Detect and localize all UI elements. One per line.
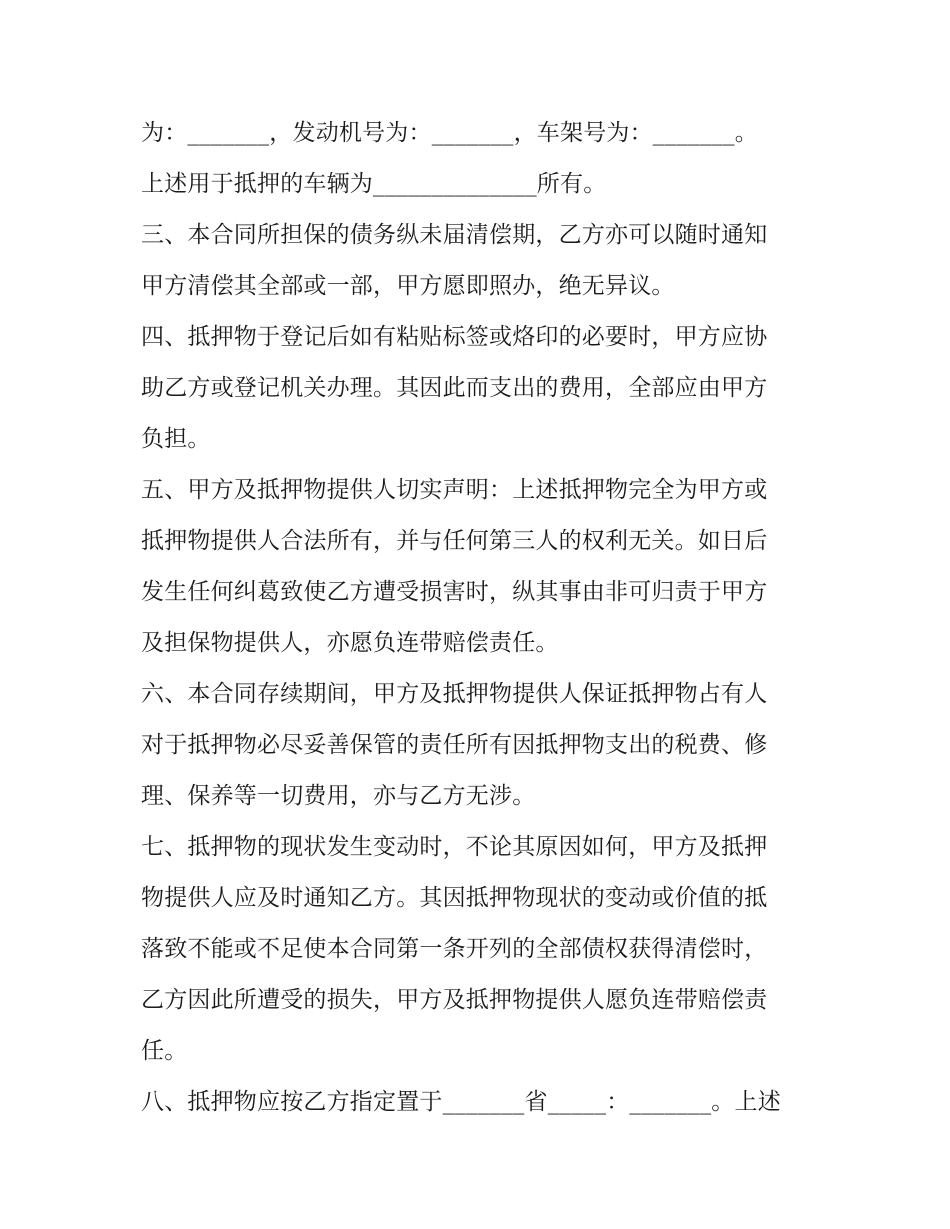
text-line: 抵押物提供人合法所有，并与任何第三人的权利无关。如日后	[141, 528, 768, 554]
text-line: 五、甲方及抵押物提供人切实声明：上述抵押物完全为甲方或	[141, 477, 768, 503]
text-line: 发生任何纠葛致使乙方遭受损害时，纵其事由非可归责于甲方	[141, 579, 768, 605]
text-line: 物提供人应及时通知乙方。其因抵押物现状的变动或价值的抵	[141, 885, 768, 911]
text-line: 六、本合同存续期间，甲方及抵押物提供人保证抵押物占有人	[141, 681, 768, 707]
text-line: 八、抵押物应按乙方指定置于_______省_____：_______。上述	[141, 1089, 781, 1115]
text-line: 理、保养等一切费用，亦与乙方无涉。	[141, 783, 536, 809]
text-line: 乙方因此所遭受的损失，甲方及抵押物提供人愿负连带赔偿责	[141, 987, 768, 1013]
text-line: 甲方清偿其全部或一部，甲方愿即照办，绝无异议。	[141, 273, 675, 299]
text-line: 七、抵押物的现状发生变动时，不论其原因如何，甲方及抵押	[141, 834, 768, 860]
text-line: 助乙方或登记机关办理。其因此而支出的费用，全部应由甲方	[141, 375, 768, 401]
text-line: 负担。	[141, 426, 211, 452]
text-line: 三、本合同所担保的债务纵未届清偿期，乙方亦可以随时通知	[141, 222, 768, 248]
text-line: 落致不能或不足使本合同第一条开列的全部债权获得清偿时，	[141, 936, 768, 962]
text-line: 及担保物提供人，亦愿负连带赔偿责任。	[141, 630, 559, 656]
text-line: 上述用于抵押的车辆为______________所有。	[141, 171, 607, 197]
text-line: 为：_______，发动机号为：_______，车架号为：_______。	[141, 120, 758, 146]
text-line: 对于抵押物必尽妥善保管的责任所有因抵押物支出的税费、修	[141, 732, 768, 758]
text-line: 任。	[141, 1038, 188, 1064]
contract-text	[141, 108, 813, 1128]
text-line: 四、抵押物于登记后如有粘贴标签或烙印的必要时，甲方应协	[141, 324, 768, 350]
